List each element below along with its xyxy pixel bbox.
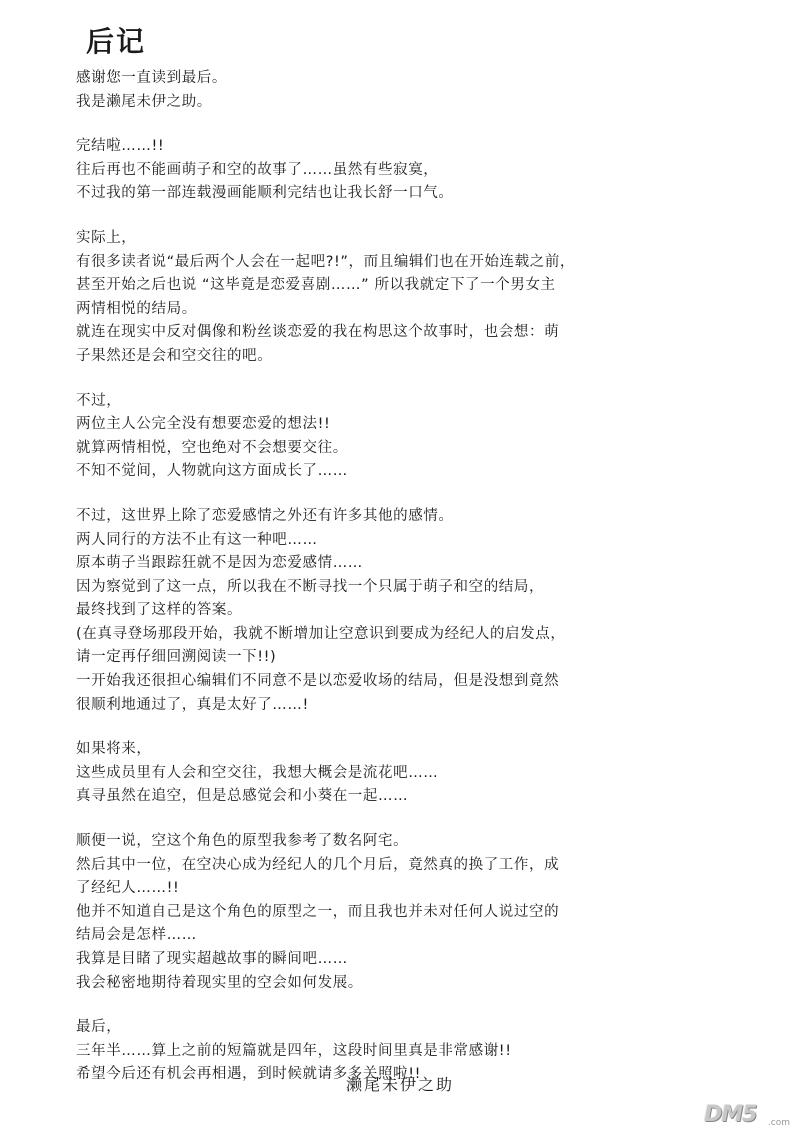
text-line: 有很多读者说“最后两个人会在一起吧?!”，而且编辑们也在开始连载之前， — [76, 253, 576, 270]
dm5-watermark-logo — [704, 1102, 790, 1128]
text-line: 如果将来， — [76, 741, 152, 758]
text-line: 请一定再仔细回溯阅读一下!!) — [76, 649, 277, 666]
text-line: 甚至开始之后也说 “这毕竟是恋爱喜剧……” 所以我就定下了一个男女主 — [76, 277, 556, 294]
text-line: 两人同行的方法不止有这一种吧…… — [76, 531, 318, 548]
text-line: 顺便一说，空这个角色的原型我参考了数名阿宅。 — [76, 833, 409, 850]
text-line: 两情相悦的结局。 — [76, 300, 197, 317]
text-line: 希望今后还有机会再相遇，到时候就请多多关照啦!! — [76, 1066, 422, 1083]
text-line: 往后再也不能画萌子和空的故事了……虽然有些寂寞， — [76, 161, 439, 178]
text-line: 不过， — [76, 392, 122, 409]
paragraph — [76, 505, 776, 717]
text-line: 了经纪人……!! — [76, 880, 180, 897]
text-line: 最后， — [76, 1019, 122, 1036]
text-line: 最终找到了这样的答案。 — [76, 602, 243, 619]
watermark-logo-text: DM5 — [704, 1102, 757, 1127]
text-line: 原本萌子当跟踪狂就不是因为恋爱感情…… — [76, 555, 363, 572]
text-line: 不知不觉间，人物就向这方面成长了…… — [76, 463, 348, 480]
text-line: 我算是目睹了现实超越故事的瞬间吧…… — [76, 951, 348, 967]
page-title: 后记 — [86, 25, 147, 58]
text-line: 这些成员里有人会和空交往，我想大概会是流花吧…… — [76, 764, 439, 781]
text-line: 很顺利地通过了，真是太好了……! — [76, 696, 309, 713]
text-line: 就算两情相悦，空也绝对不会想要交往。 — [76, 439, 348, 456]
paragraph — [76, 830, 776, 995]
author-signature: 濑尾未伊之助 — [345, 1075, 454, 1094]
watermark-suffix: .com — [767, 1118, 790, 1128]
text-line: 子果然还是会和空交往的吧。 — [76, 347, 273, 364]
text-line: 我是濑尾未伊之助。 — [76, 93, 212, 110]
paragraph — [76, 135, 776, 206]
text-line: 然后其中一位，在空决心成为经纪人的几个月后，竟然真的换了工作，成 — [76, 856, 560, 873]
text-line: (在真寻登场那段开始，我就不断增加让空意识到要成为经纪人的启发点， — [76, 625, 566, 642]
text-line: 一开始我还很担心编辑们不同意不是以恋爱收场的结局，但是没想到竟然 — [76, 673, 560, 690]
text-line: 不过我的第一部连载漫画能顺利完结也让我长舒一口气。 — [76, 185, 454, 202]
text-line: 结局会是怎样…… — [76, 927, 197, 944]
text-line: 我会秘密地期待着现实里的空会如何发展。 — [76, 974, 363, 991]
text-line: 不过，这世界上除了恋爱感情之外还有许多其他的感情。 — [76, 507, 454, 524]
text-line: 两位主人公完全没有想要恋爱的想法!! — [76, 416, 331, 433]
text-line: 真寻虽然在追空，但是总感觉会和小葵在一起…… — [76, 788, 409, 805]
paragraph — [76, 227, 776, 369]
text-line: 因为察觉到了这一点，所以我在不断寻找一个只属于萌子和空的结局， — [76, 578, 545, 595]
text-line: 就连在现实中反对偶像和粉丝谈恋爱的我在构思这个故事时，也会想：萌 — [76, 324, 560, 341]
text-line: 实际上， — [76, 229, 137, 246]
text-line: 完结啦……!! — [76, 138, 165, 155]
text-line: 他并不知道自己是这个角色的原型之一，而且我也并未对任何人说过空的 — [76, 903, 560, 920]
text-line: 三年半……算上之前的短篇就是四年，这段时间里真是非常感谢!! — [76, 1042, 512, 1059]
paragraph — [76, 390, 776, 484]
paragraph — [76, 738, 776, 809]
text-line: 感谢您一直读到最后。 — [76, 70, 227, 86]
afterword-body — [76, 67, 776, 1108]
paragraph — [76, 67, 776, 114]
